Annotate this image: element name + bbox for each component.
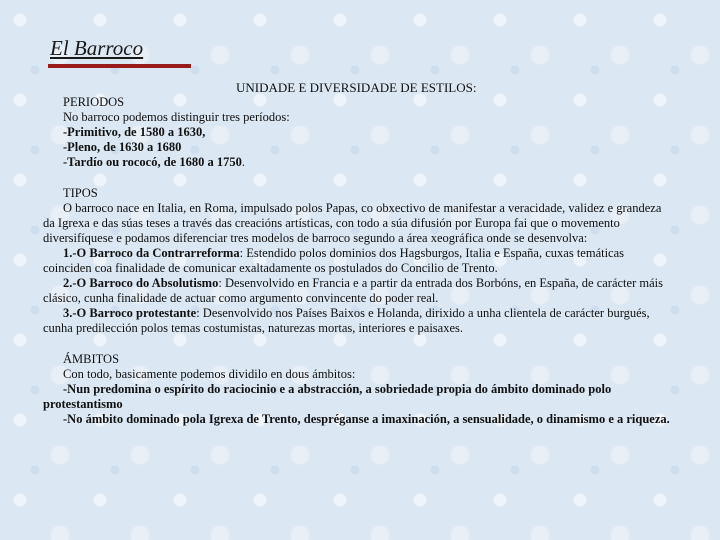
tipo-item-rest: : Desenvolvido nos Países Baixos e Holanda, dirixido a unha clientela de carácter burgués, cunha predilección polos temas costumistas, naturezas mortas, interiores e paisaxes. (43, 306, 650, 335)
periodo-item-bold: -Primitivo, de 1580 a 1630, (63, 125, 206, 139)
page-title: El Barroco (50, 36, 144, 60)
periodo-item (43, 125, 675, 140)
ambito-item (43, 412, 675, 427)
tipo-item-rest: : Desenvolvido en Francia e a partir da entrada dos Borbóns, en España, de carácter máis clásico, cunha finalidade de actuar como argumento convincente do poder real. (43, 276, 663, 305)
tipo-item-bold: O Barroco do Absolutismo (76, 276, 219, 290)
periodo-item-bold: -Pleno, de 1630 a 1680 (63, 140, 182, 154)
tipo-item-bold: O Barroco protestante (76, 306, 197, 320)
tipos-intro-text: O barroco nace en Italia, en Roma, impulsado polos Papas, co obxectivo de manifestar a veracidade, validez e grandeza da Igrexa e das súas teses a través das creacións artísticas, con todo a súa difusión por Europa fai que o movemento diversifíquese e podamos diferenciar tres modelos de barroco segundo a área xeográfica onde se desenvolva: (43, 201, 662, 245)
ambito-item (43, 382, 675, 412)
periodos-heading: PERIODOS (63, 95, 125, 109)
tipo-item-number: 1.- (63, 246, 77, 260)
tipos-intro (43, 201, 675, 246)
tipo-item-bold: O Barroco da Contrarreforma (76, 246, 240, 260)
periodos-intro: No barroco podemos distinguir tres períodos: (63, 110, 290, 124)
document-body (43, 95, 675, 427)
ambitos-intro: Con todo, basicamente podemos dividilo en dous ámbitos: (63, 367, 356, 381)
title-underline-rule (48, 64, 191, 68)
tipo-item-number: 2.- (63, 276, 77, 290)
ambito-item-text: -No ámbito dominado pola Igrexa de Trento, despréganse a imaxinación, a sensualidade, o dinamismo e a riqueza. (63, 412, 670, 426)
section-subtitle: UNIDADE E DIVERSIDADE DE ESTILOS: (236, 80, 477, 95)
periodo-item (43, 140, 675, 155)
tipo-item (43, 276, 675, 306)
periodo-item (43, 155, 675, 170)
tipo-item (43, 246, 675, 276)
tipo-item (43, 306, 675, 336)
tipo-item-number: 3.- (63, 306, 77, 320)
periodo-item-rest: . (241, 155, 245, 169)
tipos-heading: TIPOS (63, 186, 98, 200)
ambito-item-text: -Nun predomina o espírito do raciocinio e a abstracción, a sobriedade propia do ámbito dominado polo protestantismo (43, 382, 612, 411)
tipo-item-rest: : Estendido polos dominios dos Hagsburgos, Italia e España, cuxas temáticas coinciden coa finalidade de comunicar exaltadamente os postulados do Concilio de Trento. (43, 246, 625, 275)
periodo-item-bold: -Tardío ou rococó, de 1680 a 1750 (63, 155, 242, 169)
ambitos-heading: ÁMBITOS (63, 352, 120, 366)
